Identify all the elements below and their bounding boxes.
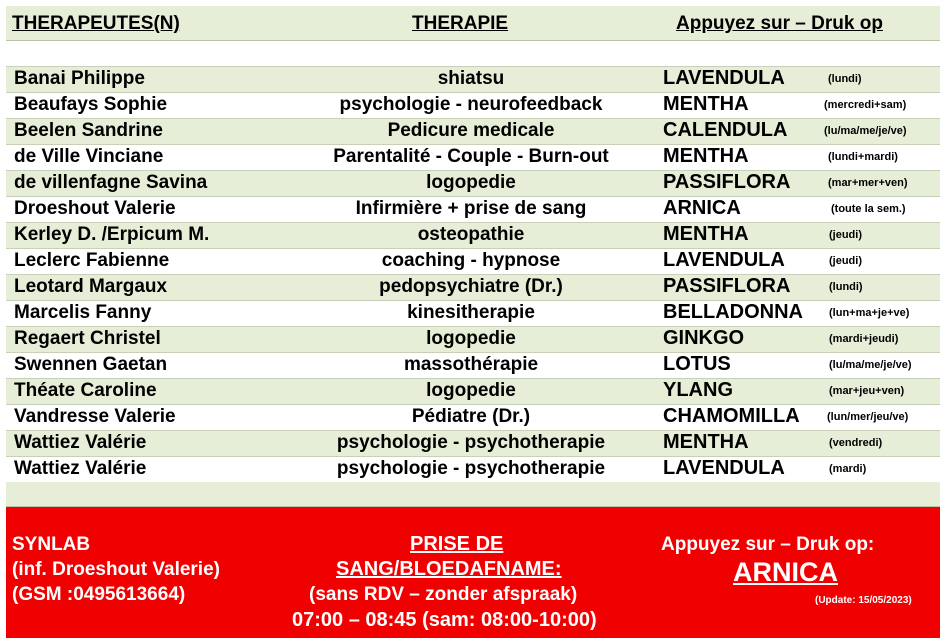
- days: (mar+jeu+ven): [829, 385, 905, 397]
- therapy: Infirmière + prise de sang: [355, 198, 587, 219]
- days: (lu/ma/me/je/ve): [824, 125, 907, 137]
- days: (lu/ma/me/je/ve): [829, 359, 912, 371]
- therapy: Parentalité - Couple - Burn-out: [333, 146, 609, 167]
- therapist-name: Swennen Gaetan: [14, 354, 168, 375]
- header-therapy: THERAPIE: [412, 13, 509, 34]
- table-row: [6, 457, 940, 483]
- room-name: LAVENDULA: [663, 67, 785, 89]
- table-row: [6, 119, 940, 145]
- therapist-schedule-sheet: [6, 6, 940, 638]
- therapist-name: Leclerc Fabienne: [14, 250, 170, 271]
- room-name: CHAMOMILLA: [663, 405, 800, 427]
- days: (lundi+mardi): [828, 151, 898, 163]
- days: (lun+ma+je+ve): [829, 307, 910, 319]
- days: (lundi): [828, 73, 862, 85]
- table-row: [6, 405, 940, 431]
- blood-test-no-appointment: (sans RDV – zonder afspraak): [309, 584, 578, 605]
- room-name: PASSIFLORA: [663, 171, 791, 193]
- therapy: massothérapie: [403, 354, 539, 375]
- therapy: logopedie: [426, 328, 516, 349]
- table-row: [6, 171, 940, 197]
- table-row: [6, 223, 940, 249]
- room-name: MENTHA: [663, 93, 749, 115]
- table-row: [6, 327, 940, 353]
- table-row: [6, 249, 940, 275]
- therapy: shiatsu: [437, 68, 505, 89]
- therapist-name: Vandresse Valerie: [14, 406, 176, 427]
- press-instruction: Appuyez sur – Druk op:: [661, 534, 875, 555]
- days: (vendredi): [829, 437, 883, 449]
- table-row: [6, 197, 940, 223]
- days: (mercredi+sam): [824, 99, 907, 111]
- therapy: kinesitherapie: [407, 302, 535, 323]
- lab-phone: (GSM :0495613664): [12, 584, 186, 605]
- therapist-name: Wattiez Valérie: [14, 458, 147, 479]
- days: (jeudi): [829, 255, 862, 267]
- therapist-name: de Ville Vinciane: [14, 146, 164, 167]
- therapist-name: Marcelis Fanny: [14, 302, 152, 323]
- days: (mardi+jeudi): [829, 333, 899, 345]
- table-row: [6, 67, 940, 93]
- table-row: [6, 145, 940, 171]
- header-press: Appuyez sur – Druk op: [676, 13, 883, 34]
- blank-row-bottom: [6, 482, 940, 507]
- blood-test-hours: 07:00 – 08:45 (sam: 08:00-10:00): [292, 609, 597, 631]
- press-room-arnica: ARNICA: [733, 557, 838, 587]
- therapist-name: Kerley D. /Erpicum M.: [14, 224, 210, 245]
- room-name: GINKGO: [663, 327, 745, 349]
- lab-nurse: (inf. Droeshout Valerie): [12, 559, 220, 580]
- lab-name: SYNLAB: [12, 534, 91, 555]
- therapy: psychologie - psychotherapie: [336, 458, 606, 479]
- table-header: [6, 6, 940, 41]
- therapist-name: de villenfagne Savina: [14, 172, 208, 193]
- therapist-name: Droeshout Valerie: [14, 198, 176, 219]
- therapy: psychologie - psychotherapie: [336, 432, 606, 453]
- table-row: [6, 353, 940, 379]
- therapy: osteopathie: [417, 224, 525, 245]
- therapy: logopedie: [426, 172, 516, 193]
- therapist-name: Leotard Margaux: [14, 276, 168, 297]
- table-row: [6, 301, 940, 327]
- days: (lun/mer/jeu/ve): [827, 411, 909, 423]
- therapy: coaching - hypnose: [381, 250, 561, 271]
- room-name: YLANG: [663, 379, 733, 401]
- room-name: CALENDULA: [663, 119, 788, 141]
- days: (toute la sem.): [831, 203, 906, 215]
- header-therapists: THERAPEUTES(N): [12, 13, 180, 34]
- blood-test-banner: [6, 507, 940, 638]
- therapist-list: [6, 67, 940, 483]
- table-row: [6, 379, 940, 405]
- therapy: Pedicure medicale: [387, 120, 555, 141]
- therapist-name: Wattiez Valérie: [14, 432, 147, 453]
- days: (jeudi): [829, 229, 862, 241]
- room-name: MENTHA: [663, 431, 749, 453]
- table-row: [6, 275, 940, 301]
- days: (mar+mer+ven): [828, 177, 908, 189]
- therapy: pedopsychiatre (Dr.): [379, 276, 563, 297]
- table-row: [6, 93, 940, 119]
- room-name: LAVENDULA: [663, 249, 785, 271]
- room-name: MENTHA: [663, 223, 749, 245]
- room-name: BELLADONNA: [663, 301, 803, 323]
- room-name: LOTUS: [663, 353, 731, 375]
- update-date: (Update: 15/05/2023): [815, 595, 912, 606]
- therapy: Pédiatre (Dr.): [411, 406, 531, 427]
- room-name: ARNICA: [663, 197, 741, 219]
- days: (lundi): [829, 281, 863, 293]
- table-row: [6, 431, 940, 457]
- days: (mardi): [829, 463, 867, 475]
- blank-row: [6, 41, 940, 67]
- therapist-name: Regaert Christel: [14, 328, 161, 349]
- therapist-name: Banai Philippe: [14, 68, 145, 89]
- therapist-name: Théate Caroline: [14, 380, 157, 401]
- therapist-name: Beaufays Sophie: [14, 94, 168, 115]
- room-name: MENTHA: [663, 145, 749, 167]
- blood-test-title-2: SANG/BLOEDAFNAME:: [336, 558, 562, 580]
- room-name: PASSIFLORA: [663, 275, 791, 297]
- therapy: logopedie: [426, 380, 516, 401]
- room-name: LAVENDULA: [663, 457, 785, 479]
- blood-test-title-1: PRISE DE: [410, 533, 504, 555]
- therapy: psychologie - neurofeedback: [339, 94, 603, 115]
- therapist-name: Beelen Sandrine: [14, 120, 163, 141]
